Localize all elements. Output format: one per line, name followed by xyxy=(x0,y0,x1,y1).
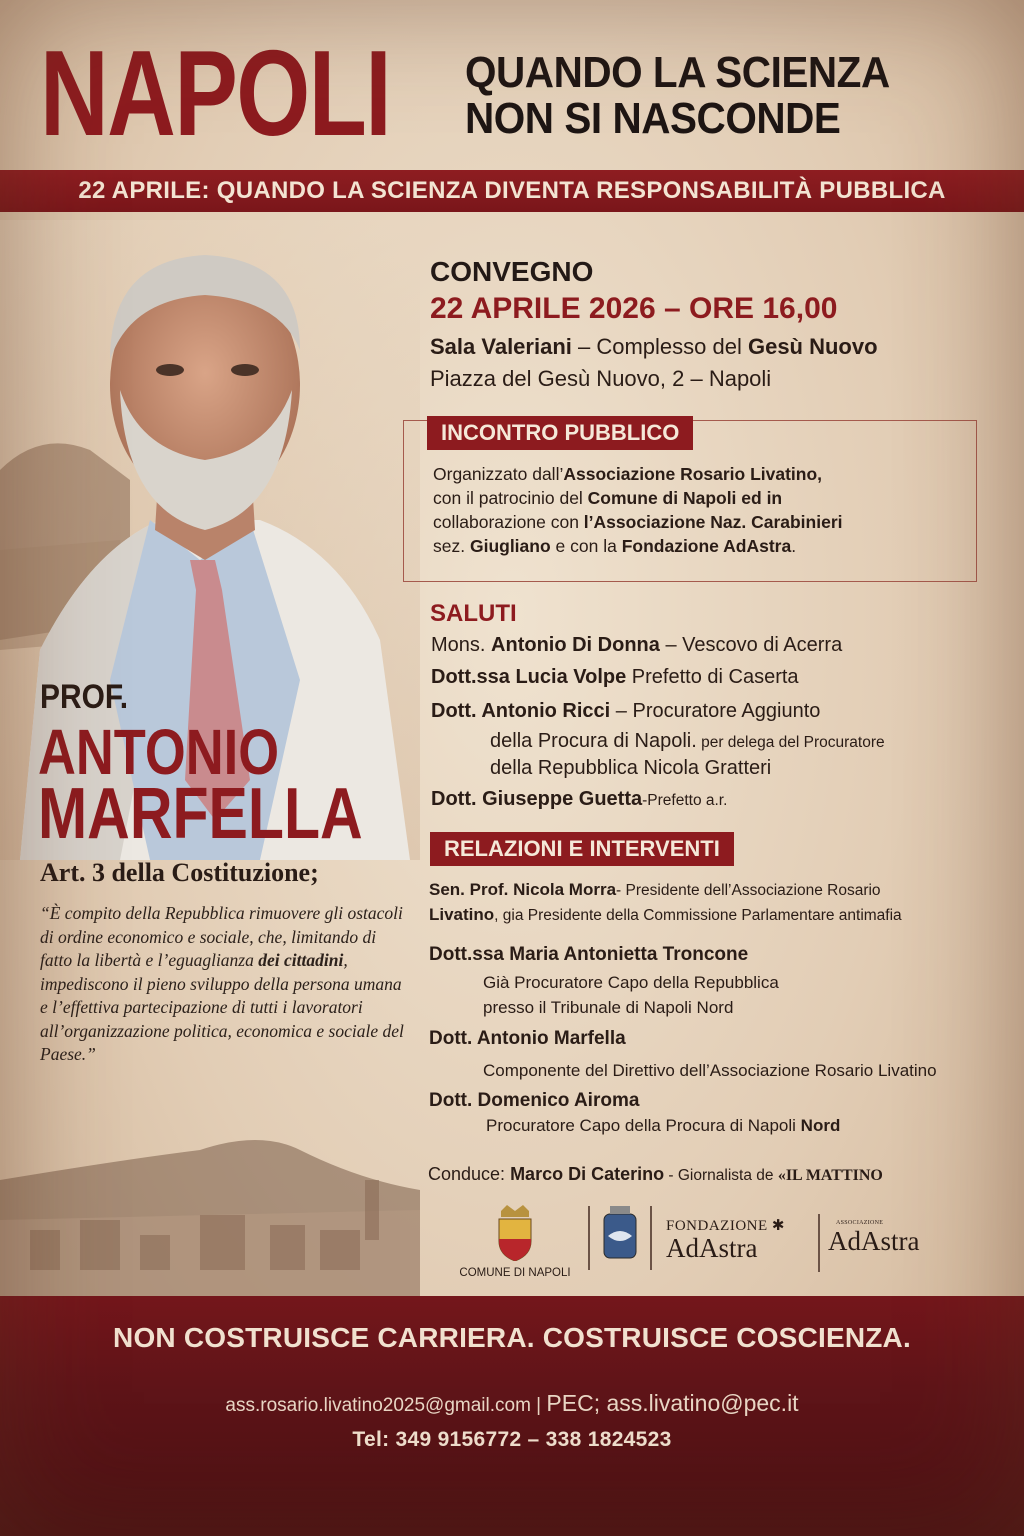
moderator-name: Marco Di Caterino xyxy=(510,1164,665,1184)
speaker-title: PROF. xyxy=(40,678,129,716)
text: . xyxy=(791,536,797,556)
role: – Procuratore Aggiunto xyxy=(610,700,821,722)
slogan: NON COSTRUISCE CARRIERA. COSTRUISCE COSCIENZA. xyxy=(113,1322,911,1353)
email-link[interactable]: ass.rosario.livatino2025@gmail.com xyxy=(225,1395,531,1416)
pec-link[interactable]: PEC; ass.livatino@pec.it xyxy=(546,1390,799,1416)
relazione-item xyxy=(429,944,748,966)
divider xyxy=(818,1214,820,1272)
text: Mons. xyxy=(431,634,492,656)
saluti-item-cont: della Repubblica Nicola Gratteri xyxy=(490,757,772,779)
incontro-label: INCONTRO PUBBLICO xyxy=(427,416,693,450)
city-landscape xyxy=(0,1120,420,1300)
name: Dott. Domenico Airoma xyxy=(429,1090,640,1111)
text: e con la xyxy=(550,536,622,556)
name: Dott. Giuseppe Guetta xyxy=(431,788,643,810)
name: Sen. Prof. Nicola Morra xyxy=(429,880,617,899)
carabinieri-crest-icon xyxy=(602,1206,638,1262)
mini-label: ASSOCIAZIONE xyxy=(836,1220,884,1226)
comune-label: COMUNE DI NAPOLI xyxy=(459,1267,571,1279)
venue-complex: Gesù Nuovo xyxy=(747,334,878,359)
event-type: CONVEGNO xyxy=(430,256,594,287)
constitution-quote xyxy=(40,902,410,1067)
newspaper: «IL MATTINO xyxy=(777,1167,883,1184)
contact-email-line xyxy=(0,1390,1024,1417)
incontro-line xyxy=(433,486,973,510)
subtitle-line-1: QUANDO LA SCIENZA xyxy=(465,48,890,97)
text: Procuratore Capo della Procura di Napoli xyxy=(486,1116,801,1135)
relazione-item-cont xyxy=(486,1116,840,1136)
venue-mid: – Complesso del xyxy=(571,334,748,359)
fondazione-adastra-logo xyxy=(666,1216,785,1261)
divider xyxy=(588,1206,590,1270)
organizer: Associazione Rosario Livatino, xyxy=(563,464,823,484)
text: sez. xyxy=(433,536,470,556)
text: per delega del Procuratore xyxy=(696,734,885,751)
text: Nord xyxy=(800,1116,841,1135)
incontro-text xyxy=(433,462,973,558)
role: Prefetto di Caserta xyxy=(626,666,799,688)
adastra-name: AdAstra xyxy=(828,1226,920,1256)
fondazione-name: AdAstra xyxy=(666,1233,758,1263)
foundation: Fondazione AdAstra xyxy=(621,536,792,556)
moderator xyxy=(428,1164,883,1185)
poster-subtitle xyxy=(465,50,962,142)
contact-phone: Tel: 349 9156772 – 338 1824523 xyxy=(352,1428,672,1451)
saluti-item xyxy=(431,666,799,689)
incontro-line xyxy=(433,534,973,558)
role: -Prefetto a.r. xyxy=(642,792,728,809)
star-icon: ✱ xyxy=(771,1218,785,1234)
text: con il patrocinio del xyxy=(433,488,588,508)
napoli-crest-icon xyxy=(495,1205,535,1261)
relazione-item-cont: Già Procuratore Capo della Repubblica xyxy=(483,973,779,992)
text: collaborazione con xyxy=(433,512,584,532)
text: della Procura di Napoli. xyxy=(490,730,697,752)
venue-hall: Sala Valeriani xyxy=(430,334,572,359)
patron: Comune di Napoli ed in xyxy=(587,488,783,508)
event-address: Piazza del Gesù Nuovo, 2 – Napoli xyxy=(430,366,772,391)
quote-part-1: “È compito della Repubblica rimuovere gli ostacoli di ordine economico e sociale, che, limitando di fatto la libertà e l’eguaglianza xyxy=(40,903,403,970)
text: Livatino xyxy=(429,905,495,924)
divider xyxy=(650,1206,652,1270)
text: Conduce: xyxy=(428,1164,511,1184)
name: Dott. Antonio Ricci xyxy=(431,700,611,722)
text: - Giornalista de xyxy=(664,1167,778,1184)
quote-part-2: , impediscono il pieno sviluppo della persona umana e l’effettiva partecipazione di tutti i lavoratori all’organizzazione politica, economica e sociale del Paese.” xyxy=(40,950,404,1064)
event-datetime: 22 APRILE 2026 – ORE 16,00 xyxy=(430,292,838,325)
name: Dott. Antonio Marfella xyxy=(429,1028,626,1049)
name: Antonio Di Donna xyxy=(491,634,660,656)
relazione-item-cont: presso il Tribunale di Napoli Nord xyxy=(483,998,734,1017)
date-banner: 22 APRILE: QUANDO LA SCIENZA DIVENTA RESPONSABILITÀ PUBBLICA xyxy=(0,170,1024,212)
text: , gia Presidente della Commissione Parlamentare antimafia xyxy=(494,907,902,924)
relazione-item xyxy=(429,1090,639,1112)
saluti-item xyxy=(431,700,820,723)
incontro-line xyxy=(433,510,973,534)
article-heading: Art. 3 della Costituzione; xyxy=(40,858,319,887)
text: FONDAZIONE xyxy=(666,1218,768,1234)
saluti-item-cont xyxy=(490,730,885,753)
incontro-line xyxy=(433,462,973,486)
role: – Vescovo di Acerra xyxy=(659,634,843,656)
associazione-adastra-logo xyxy=(828,1220,919,1257)
relazioni-label: RELAZIONI E INTERVENTI xyxy=(430,832,734,866)
section: Giugliano xyxy=(469,536,551,556)
event-venue xyxy=(430,334,878,360)
speaker-first-name: ANTONIO xyxy=(38,716,280,788)
relazione-item xyxy=(429,880,881,900)
relazione-item-cont: Componente del Direttivo dell’Associazione Rosario Livatino xyxy=(483,1061,937,1080)
quote-bold: dei cittadini xyxy=(258,950,344,970)
separator: | xyxy=(530,1395,547,1416)
city-title: NAPOLI xyxy=(40,25,391,161)
role: - Presidente dell’Associazione Rosario xyxy=(616,882,881,899)
saluti-item xyxy=(431,634,842,657)
subtitle-line-2: NON SI NASCONDE xyxy=(465,94,841,143)
relazione-item-cont xyxy=(429,905,902,925)
name: Dott.ssa Lucia Volpe xyxy=(431,666,627,688)
relazione-item xyxy=(429,1028,626,1050)
text: Organizzato dall’ xyxy=(433,464,564,484)
name: Dott.ssa Maria Antonietta Troncone xyxy=(429,944,749,965)
collaborator: l’Associazione Naz. Carabinieri xyxy=(583,512,843,532)
saluti-item xyxy=(431,788,727,811)
saluti-heading: SALUTI xyxy=(430,600,517,627)
speaker-last-name: MARFELLA xyxy=(38,774,363,854)
comune-napoli-logo xyxy=(450,1205,580,1285)
